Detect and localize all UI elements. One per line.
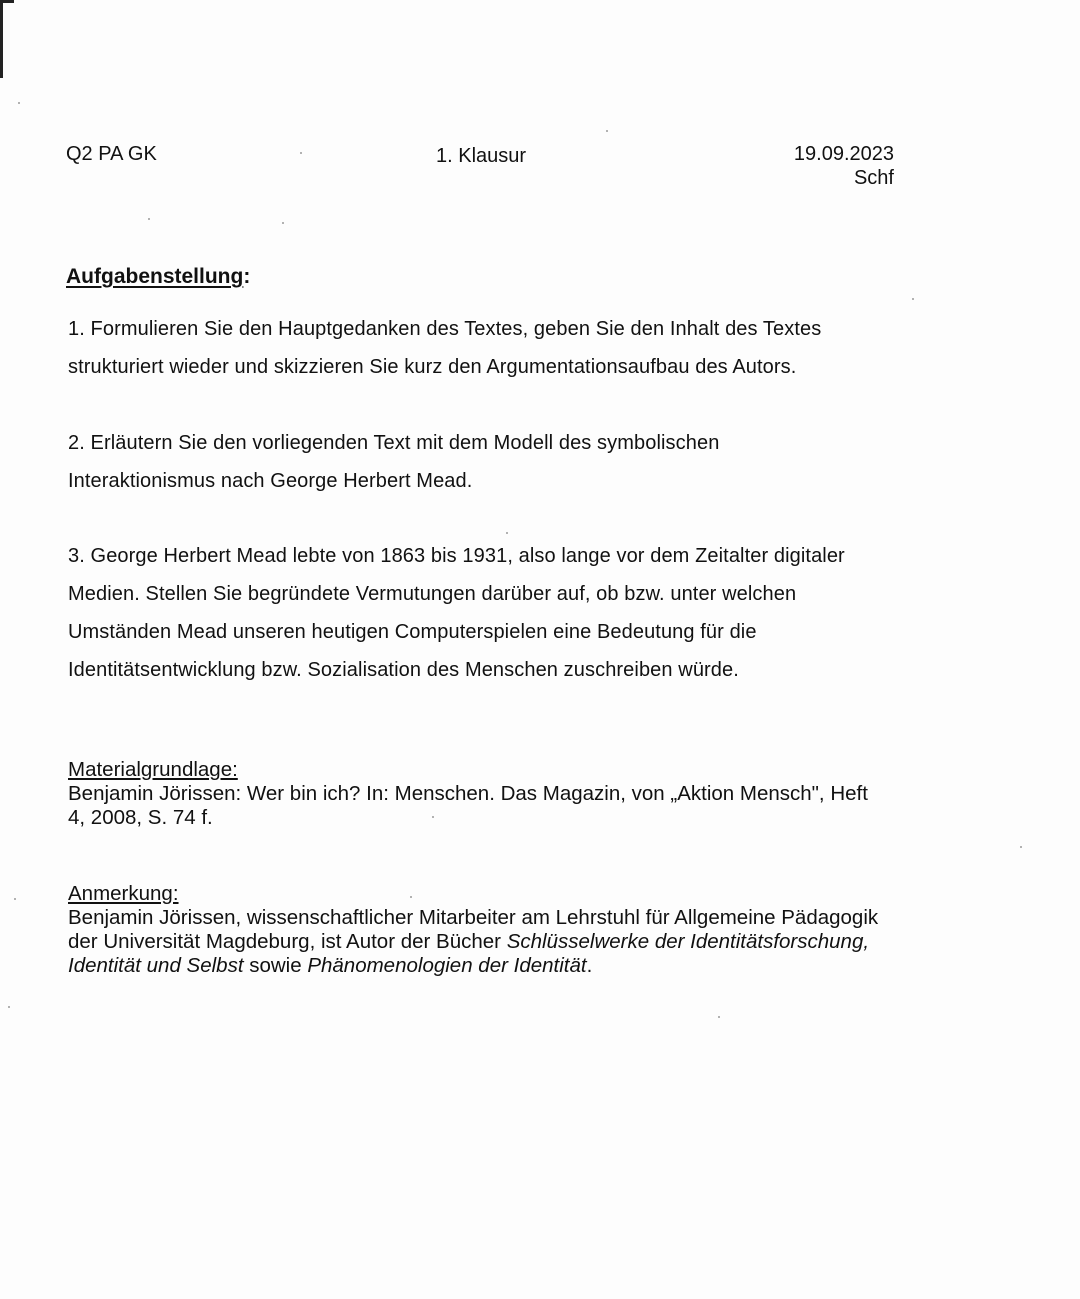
note-section: [68, 882, 948, 978]
task-1: [68, 310, 948, 386]
task-line: Interaktionismus nach George Herbert Mead.: [68, 470, 473, 492]
note-text: sowie: [243, 954, 308, 977]
scan-edge-mark-top: [0, 0, 14, 3]
assignment-heading-text: Aufgabenstellung: [66, 265, 244, 288]
scan-speck: [8, 1006, 10, 1008]
scan-speck: [606, 130, 608, 132]
assignment-heading: [66, 264, 250, 290]
course-label: Q2 PA GK: [66, 143, 157, 165]
scan-speck: [282, 222, 284, 224]
note-line: [68, 954, 948, 978]
scan-speck: [148, 218, 150, 220]
material-line: Benjamin Jörissen: Wer bin ich? In: Menschen. Das Magazin, von „Aktion Mensch", Heft: [68, 782, 868, 805]
assignment-heading-colon: :: [243, 265, 251, 288]
scan-speck: [18, 102, 20, 104]
note-text: .: [586, 954, 593, 977]
scan-edge-mark: [0, 0, 3, 78]
teacher-abbreviation: Schf: [853, 167, 894, 189]
note-label: Anmerkung:: [68, 882, 179, 905]
scan-speck: [506, 532, 508, 534]
task-line: Medien. Stellen Sie begründete Vermutungen darüber auf, ob bzw. unter welchen: [68, 583, 797, 605]
task-line: 1. Formulieren Sie den Hauptgedanken des Textes, geben Sie den Inhalt des Textes: [68, 318, 822, 340]
note-line: Benjamin Jörissen, wissenschaftlicher Mitarbeiter am Lehrstuhl für Allgemeine Pädagogik: [68, 906, 879, 929]
material-label: Materialgrundlage:: [68, 758, 238, 781]
book-title: Phänomenologien der Identität: [307, 954, 587, 977]
task-line: 2. Erläutern Sie den vorliegenden Text mit dem Modell des symbolischen: [68, 432, 720, 454]
scan-speck: [912, 298, 914, 300]
book-title: Identität und Selbst: [68, 954, 244, 977]
note-line: [68, 930, 948, 954]
material-section: [68, 758, 948, 830]
task-line: Identitätsentwicklung bzw. Sozialisation des Menschen zuschreiben würde.: [68, 659, 739, 681]
task-3: [68, 537, 948, 689]
scan-speck: [300, 152, 302, 154]
book-title: Schlüsselwerke der Identitätsforschung,: [506, 930, 870, 953]
task-2: [68, 424, 948, 500]
scan-speck: [718, 1016, 720, 1018]
material-line: 4, 2008, S. 74 f.: [68, 806, 213, 829]
note-text: der Universität Magdeburg, ist Autor der Bücher: [68, 930, 507, 953]
exam-date: 19.09.2023: [793, 143, 894, 165]
scan-speck: [14, 898, 16, 900]
task-line: strukturiert wieder und skizzieren Sie kurz den Argumentationsaufbau des Autors.: [68, 356, 797, 378]
exam-title: 1. Klausur: [436, 145, 527, 167]
header-date-block: [794, 142, 894, 190]
scan-speck: [1020, 846, 1022, 848]
task-line: Umständen Mead unseren heutigen Computerspielen eine Bedeutung für die: [68, 621, 757, 643]
task-line: 3. George Herbert Mead lebte von 1863 bis 1931, also lange vor dem Zeitalter digitaler: [68, 545, 845, 567]
